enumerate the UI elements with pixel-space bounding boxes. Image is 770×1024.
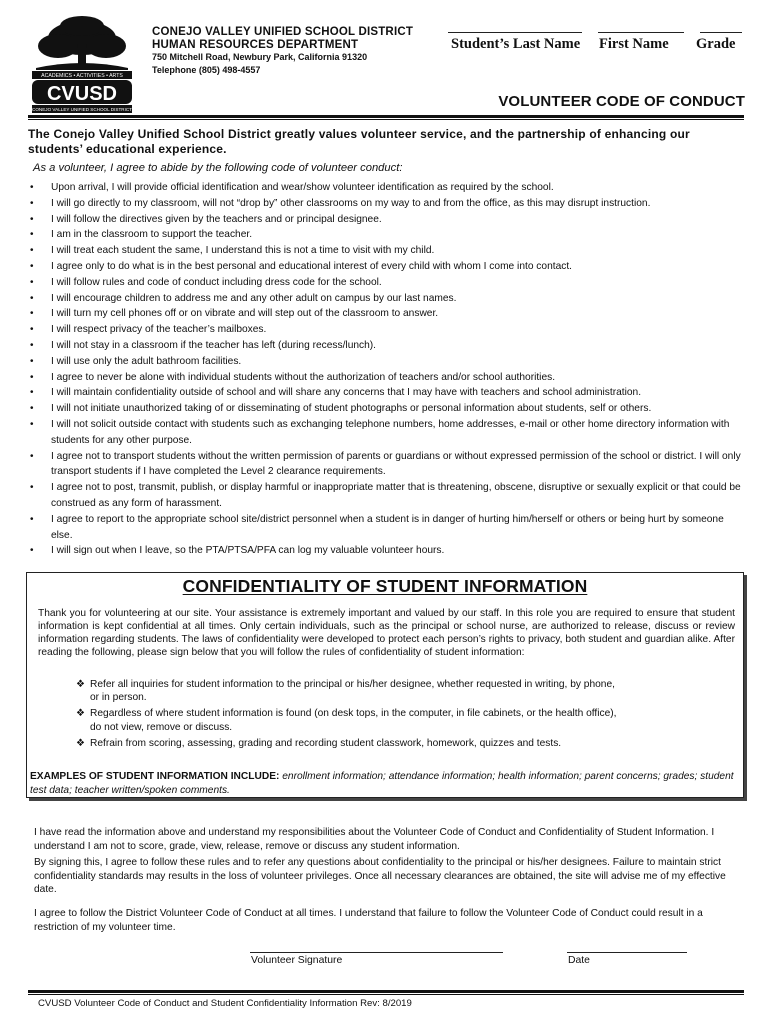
list-item: • I will not initiate unauthorized taking of or disseminating of student photographs or personal information about students, self or others. [28,401,746,417]
department-name: HUMAN RESOURCES DEPARTMENT [152,38,359,51]
signature-label: Volunteer Signature [251,955,343,966]
code-of-conduct-list [28,180,746,559]
list-item: • I will encourage children to address me and any other adult on campus by our last names. [28,291,746,307]
diamond-bullet-icon: ❖ [76,737,85,749]
student-name-fields [448,22,743,56]
date-label: Date [568,955,590,966]
list-item: • I will sign out when I leave, so the PTA/PTSA/PFA can log my valuable volunteer hours. [28,543,746,559]
list-item: • I will respect privacy of the teacher’s mailboxes. [28,322,746,338]
district-name: CONEJO VALLEY UNIFIED SCHOOL DISTRICT [152,26,414,38]
signature-input-line[interactable] [250,952,503,953]
list-item: • I will treat each student the same, I understand this is not a time to visit with my child. [28,243,746,259]
form-title: VOLUNTEER CODE OF CONDUCT [498,93,745,110]
agreement-paragraph-2: By signing this, I agree to follow these rules and to refer any questions about confidentiality to the principal or his/her designees. Failure to maintain strict confidentiality standards may results in the loss of volunteer privileges. Once all necessary clearances are obtained, the site will advise me of my effective date. [34,857,726,895]
list-item: • I agree not to post, transmit, publish, or display harmful or inappropriate matter that is threatening, obscene, disruptive or sexually explicit or that could be construed as any form of harassment. [28,480,746,512]
list-item: • I agree not to transport students without the written permission of parents or guardians or without expressed permission of the school or district. I will only transport students if I have completed the Level 2 clearance requirements. [28,449,746,481]
list-item: • I am in the classroom to support the teacher. [28,227,746,243]
list-item: ❖ Refrain from scoring, assessing, grading and recording student classwork, homework, quizzes and tests. [76,737,562,749]
oak-tree-icon [36,16,128,70]
revision-footer: CVUSD Volunteer Code of Conduct and Student Confidentiality Information Rev: 8/2019 [38,998,412,1009]
district-info [152,26,413,76]
logo-acronym: CVUSD [46,83,118,105]
confidentiality-paragraph: Thank you for volunteering at our site. Your assistance is extremely important and valued by our staff. In this role you are required to ensure that student information is kept confidential at all times. Only certain individuals, such as the principal or school nurse, are authorized to release, discuss or review information regarding students. The laws of confidentiality were developed to protect each person’s rights to privacy, both student and guardian alike. After reading the following, please sign below that you will follow the rules of confidentiality of student information: [38,608,735,658]
last-name-label: Student’s Last Name [451,36,581,52]
grade-label: Grade [696,36,736,52]
list-item: ❖ Regardless of where student information is found (on desk tops, in the computer, in file cabinets, or the health office), do not view, remove or discuss. [76,708,617,733]
grade-input-line[interactable] [700,32,742,33]
student-information-examples [30,770,738,797]
cvusd-logo [28,14,136,114]
confidentiality-title: CONFIDENTIALITY OF STUDENT INFORMATION [182,576,588,596]
list-item: • I will turn my cell phones off or on vibrate and will step out of the classroom to answer. [28,306,746,322]
agreement-paragraph-1: I have read the information above and understand my responsibilities about the Volunteer Code of Conduct and Confidentiality of Student Information. I understand I am not to score, grade, view, release, remove or discuss any student information. [34,827,715,852]
list-item: • I will not stay in a classroom if the teacher has left (during recess/lunch). [28,338,746,354]
logo-tagline: CONEJO VALLEY UNIFIED SCHOOL DISTRICT [32,107,132,112]
list-item: • I agree only to do what is in the best personal and educational interest of every child with whom I come into contact. [28,259,746,275]
list-item: • I will follow the directives given by the teachers and or principal designee. [28,212,746,228]
logo-motto: ACADEMICS • ACTIVITIES • ARTS [41,73,123,80]
date-input-line[interactable] [567,952,687,953]
district-phone: Telephone (805) 498-4557 [152,64,261,75]
footer-divider-thin [28,994,744,995]
first-name-label: First Name [599,36,669,52]
diamond-bullet-icon: ❖ [76,679,85,690]
list-item: • I agree to report to the appropriate school site/district personnel when a student is in danger of hurting him/herself or others or being hurt by someone else. [28,512,746,544]
intro-lead-in: As a volunteer, I agree to abide by the following code of volunteer conduct: [33,162,403,174]
list-item: • I will use only the adult bathroom facilities. [28,354,746,370]
examples-text: enrollment information; attendance information; health information; parent concerns; grades; student test data; teacher written/spoken comments. [30,771,734,796]
diamond-bullet-icon: ❖ [76,708,85,720]
list-item: • I will maintain confidentiality outside of school and will share any concerns that I may have with teachers and school administration. [28,385,746,401]
list-item: • Upon arrival, I will provide official identification and wear/show volunteer identification as required by the school. [28,180,746,196]
confidentiality-rules [76,678,696,752]
first-name-input-line[interactable] [598,32,684,33]
header-divider-thin [28,119,744,120]
list-item: • I will not solicit outside contact with students such as exchanging telephone numbers, home addresses, e-mail or other home directory information with students for any other purpose. [28,417,746,449]
agreement-paragraph-3: I agree to follow the District Volunteer Code of Conduct at all times. I understand that failure to follow the Volunteer Code of Conduct could result in a restriction of my volunteer time. [34,908,703,933]
list-item: • I will follow rules and code of conduct including dress code for the school. [28,275,746,291]
district-address: 750 Mitchell Road, Newbury Park, California 91320 [152,52,368,62]
header-divider [28,115,744,118]
list-item: ❖ Refer all inquiries for student information to the principal or his/her designee, whether requested in writing, by phone, or in person. [76,679,615,704]
footer-divider [28,990,744,993]
examples-label: EXAMPLES OF STUDENT INFORMATION INCLUDE: [30,771,280,782]
list-item: • I agree to never be alone with individual students without the authorization of teachers and/or school authorities. [28,370,746,386]
intro-statement: The Conejo Valley Unified School District greatly values volunteer service, and the partnership of enhancing our students’ educational experience. [28,127,690,156]
list-item: • I will go directly to my classroom, will not “drop by” other classrooms on my way to and from the office, as this may disrupt instruction. [28,196,746,212]
last-name-input-line[interactable] [448,32,582,33]
